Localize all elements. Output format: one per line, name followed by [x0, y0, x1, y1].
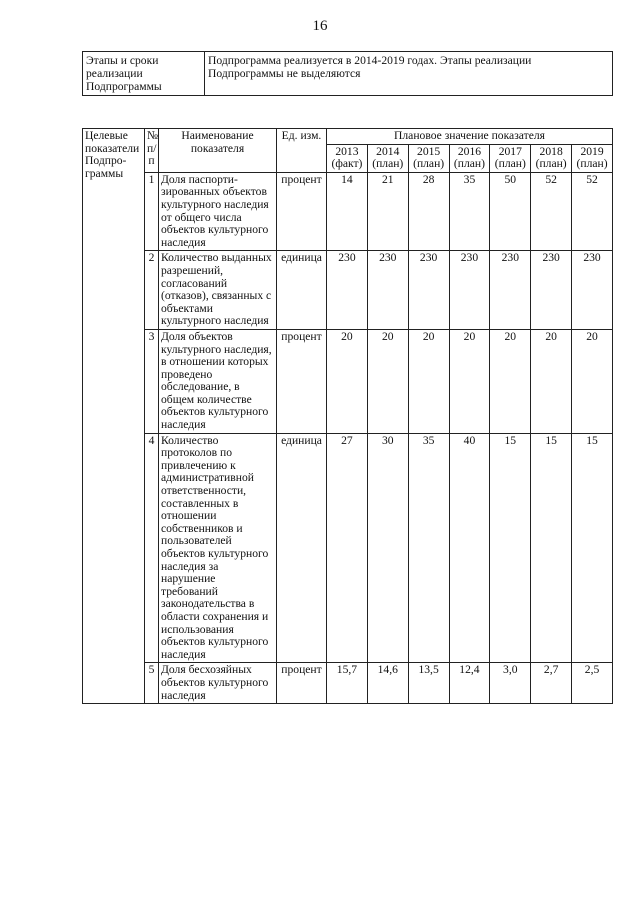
- row-value: 12,4: [449, 663, 490, 704]
- row-value: 52: [572, 172, 613, 251]
- row-value: 2,5: [572, 663, 613, 704]
- row-unit: процент: [277, 329, 327, 433]
- row-unit: процент: [277, 663, 327, 704]
- row-value: 27: [327, 433, 368, 663]
- row-value: 14,6: [367, 663, 408, 704]
- row-value: 230: [572, 251, 613, 330]
- row-value: 20: [572, 329, 613, 433]
- row-num: 2: [145, 251, 159, 330]
- row-value: 13,5: [408, 663, 449, 704]
- row-unit: единица: [277, 251, 327, 330]
- row-value: 35: [449, 172, 490, 251]
- row-name: Количество выданных разрешений, согласований (отказов), связанных с объектами культурного наследия: [159, 251, 277, 330]
- row-value: 230: [490, 251, 531, 330]
- year-header: 2018 (план): [531, 144, 572, 172]
- row-value: 15: [490, 433, 531, 663]
- header-row: [83, 129, 613, 145]
- row-value: 50: [490, 172, 531, 251]
- row-num: 1: [145, 172, 159, 251]
- row-value: 3,0: [490, 663, 531, 704]
- row-value: 20: [327, 329, 368, 433]
- stages-text: Подпрограмма реализуется в 2014-2019 годах. Этапы реализации Подпрограммы не выделяются: [205, 52, 613, 96]
- row-unit: процент: [277, 172, 327, 251]
- row-value: 230: [531, 251, 572, 330]
- row-value: 21: [367, 172, 408, 251]
- row-value: 14: [327, 172, 368, 251]
- row-value: 20: [490, 329, 531, 433]
- header-num: № п/п: [145, 129, 159, 173]
- table-row: [83, 663, 613, 704]
- row-value: 52: [531, 172, 572, 251]
- table-row: [83, 251, 613, 330]
- row-value: 15: [572, 433, 613, 663]
- header-planned: Плановое значение показателя: [327, 129, 613, 145]
- year-header: 2015 (план): [408, 144, 449, 172]
- year-header: 2019 (план): [572, 144, 613, 172]
- row-value: 2,7: [531, 663, 572, 704]
- row-num: 4: [145, 433, 159, 663]
- row-value: 20: [531, 329, 572, 433]
- row-num: 5: [145, 663, 159, 704]
- row-name: Доля объектов культурного наследия, в отношении которых проведено обследование, в общем количестве объектов культурного наследия: [159, 329, 277, 433]
- row-value: 28: [408, 172, 449, 251]
- row-value: 230: [327, 251, 368, 330]
- stages-table: [82, 51, 613, 96]
- row-value: 40: [449, 433, 490, 663]
- year-header: 2014 (план): [367, 144, 408, 172]
- row-value: 230: [408, 251, 449, 330]
- stages-label: Этапы и сроки реализации Подпрограммы: [83, 52, 205, 96]
- row-unit: единица: [277, 433, 327, 663]
- year-header: 2017 (план): [490, 144, 531, 172]
- section-label: Целевые показатели Подпро-граммы: [83, 129, 145, 704]
- row-name: Доля бесхозяйных объектов культурного наследия: [159, 663, 277, 704]
- row-value: 20: [408, 329, 449, 433]
- year-header: 2016 (план): [449, 144, 490, 172]
- indicators-table: [82, 128, 613, 704]
- header-name: Наименование показателя: [159, 129, 277, 173]
- stages-row: [83, 52, 613, 96]
- table-row: [83, 329, 613, 433]
- year-header: 2013 (факт): [327, 144, 368, 172]
- row-name: Доля паспорти-зированных объектов культурного наследия от общего числа объектов культурного наследия: [159, 172, 277, 251]
- row-value: 230: [449, 251, 490, 330]
- row-num: 3: [145, 329, 159, 433]
- row-value: 230: [367, 251, 408, 330]
- table-row: [83, 172, 613, 251]
- row-value: 20: [367, 329, 408, 433]
- table-row: [83, 433, 613, 663]
- row-value: 15,7: [327, 663, 368, 704]
- row-value: 30: [367, 433, 408, 663]
- row-name: Количество протоколов по привлечению к административной ответственности, составленных в отношении собственников и пользователей объектов культурного наследия за нарушение требований законодательства в области сохранения и использования объектов культурного наследия: [159, 433, 277, 663]
- row-value: 35: [408, 433, 449, 663]
- row-value: 20: [449, 329, 490, 433]
- page-number: 16: [312, 18, 328, 34]
- header-unit: Ед. изм.: [277, 129, 327, 173]
- row-value: 15: [531, 433, 572, 663]
